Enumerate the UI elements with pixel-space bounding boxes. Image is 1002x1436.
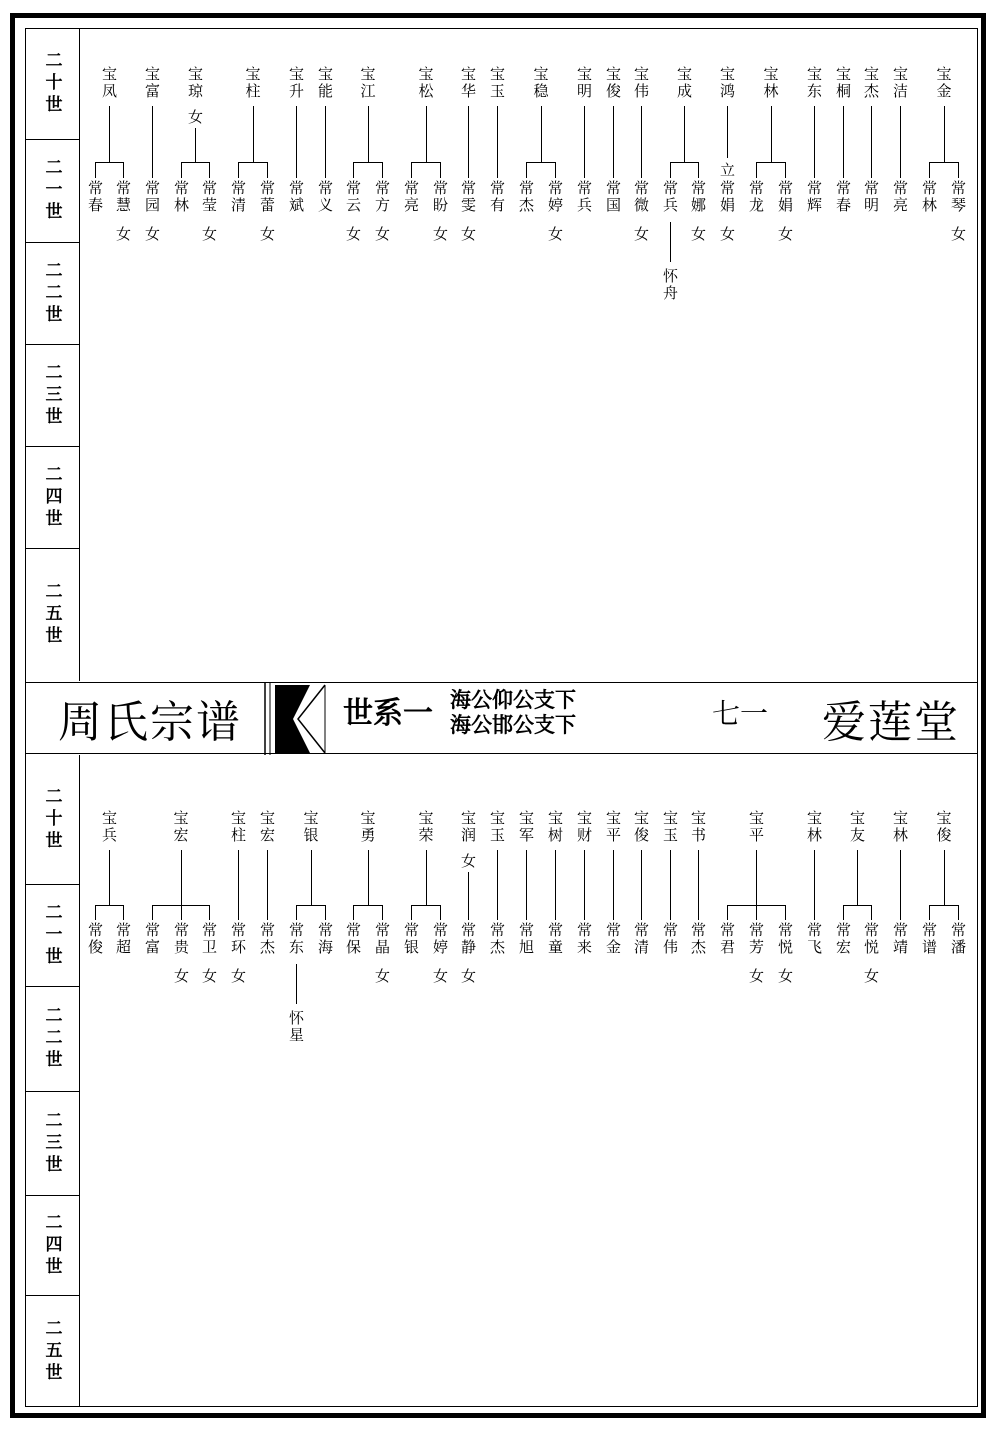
tree-connector	[497, 850, 498, 920]
father-name: 宝柱	[243, 66, 262, 100]
father-name: 宝富	[143, 66, 161, 100]
child-name: 常伟	[661, 922, 679, 956]
child-name: 常明	[862, 180, 880, 214]
child-name: 常娟	[776, 180, 794, 214]
female-mark: 女	[949, 226, 967, 243]
tree-connector	[95, 162, 124, 163]
tree-connector	[195, 128, 196, 162]
tree-connector	[727, 905, 728, 920]
tree-connector	[843, 905, 844, 920]
child-name: 常银	[402, 922, 420, 956]
female-mark: 女	[459, 968, 477, 985]
tree-connector	[468, 106, 469, 178]
tree-connector	[353, 162, 354, 178]
child-name: 常亮	[891, 180, 909, 214]
generation-cell	[25, 29, 79, 140]
child-name: 常杰	[689, 922, 707, 956]
child-name: 常保	[344, 922, 362, 956]
tree-connector	[684, 106, 685, 162]
tree-connector	[843, 106, 844, 178]
tree-connector	[555, 850, 556, 920]
tree-connector	[325, 106, 326, 178]
female-mark: 女	[172, 968, 190, 985]
generation-label: 二四世	[41, 464, 62, 531]
child-name: 常斌	[287, 180, 305, 214]
child-name: 常琴	[949, 180, 967, 214]
child-name: 常悦	[862, 922, 880, 956]
tree-connector	[353, 905, 354, 920]
female-mark: 女	[862, 968, 880, 985]
tree-connector	[411, 162, 412, 178]
child-name: 常芳	[747, 922, 765, 956]
father-name: 宝平	[747, 810, 765, 844]
generation-label: 二三世	[41, 362, 62, 429]
child-name: 常杰	[488, 922, 506, 956]
child-name: 常谱	[920, 922, 938, 956]
generation-label: 二二世	[41, 260, 62, 327]
generation-cell	[25, 1196, 79, 1296]
father-name: 宝琼	[186, 66, 204, 100]
series-label: 世系一	[343, 696, 433, 731]
tree-connector	[95, 162, 96, 178]
child-name: 常兵	[575, 180, 593, 214]
tree-connector	[584, 106, 585, 178]
tree-connector	[296, 106, 297, 178]
tree-connector	[238, 162, 268, 163]
tree-connector	[468, 872, 469, 920]
tree-connector	[411, 905, 412, 920]
child-name: 常云	[344, 180, 362, 214]
father-name: 宝伟	[632, 66, 650, 100]
tree-connector	[267, 850, 268, 920]
father-name: 宝宏	[258, 810, 276, 844]
child-name: 常超	[114, 922, 132, 956]
tree-connector	[929, 162, 959, 163]
tree-connector	[181, 905, 182, 920]
child-name: 常婷	[431, 922, 449, 956]
female-mark: 女	[344, 226, 362, 243]
tree-connector	[238, 162, 239, 178]
father-name: 宝华	[459, 66, 477, 100]
father-name: 宝银	[301, 810, 320, 844]
child-name: 常童	[546, 922, 564, 956]
father-name: 宝宏	[171, 810, 190, 844]
father-name: 宝润	[459, 810, 477, 844]
tree-connector	[296, 964, 297, 1004]
tree-connector	[756, 162, 786, 163]
tree-connector	[109, 106, 110, 162]
generation-cell	[25, 885, 79, 987]
father-name: 宝杰	[862, 66, 880, 100]
generation-label: 二十世	[41, 786, 62, 853]
father-name: 宝玉	[488, 810, 506, 844]
child-name: 常微	[632, 180, 650, 214]
hall-name: 爱莲堂	[822, 697, 960, 748]
female-mark: 女	[431, 226, 449, 243]
tree-connector	[526, 162, 527, 178]
tree-connector	[411, 162, 441, 163]
tree-connector	[900, 850, 901, 920]
tree-connector	[584, 850, 585, 920]
child-name: 常婷	[546, 180, 564, 214]
generation-cell	[25, 549, 79, 681]
child-name: 常贵	[172, 922, 190, 956]
tree-connector	[152, 106, 153, 178]
female-mark: 女	[258, 226, 276, 243]
child-name: 常飞	[805, 922, 823, 956]
tree-connector	[368, 850, 369, 905]
child-name: 常娜	[689, 180, 707, 214]
tree-connector	[440, 905, 441, 920]
female-mark: 女	[373, 968, 391, 985]
father-name: 宝俊	[604, 66, 622, 100]
female-mark: 女	[431, 968, 449, 985]
child-name: 常晶	[373, 922, 391, 956]
child-name: 常俊	[86, 922, 104, 956]
father-name: 宝财	[575, 810, 593, 844]
tree-connector	[497, 106, 498, 178]
female-mark: 女	[114, 226, 132, 243]
tree-connector	[900, 106, 901, 178]
tree-connector	[296, 905, 297, 920]
tree-connector	[181, 162, 210, 163]
branch-label	[450, 688, 576, 738]
female-mark: 女	[143, 226, 161, 243]
female-mark: 女	[718, 226, 736, 243]
tree-connector	[641, 106, 642, 178]
tree-connector	[929, 162, 930, 178]
generation-label: 二一世	[41, 902, 62, 969]
tree-connector	[670, 850, 671, 920]
child-name: 常盼	[431, 180, 449, 214]
tree-connector	[526, 162, 556, 163]
father-name: 宝升	[287, 66, 305, 100]
child-name: 常海	[316, 922, 334, 956]
child-name: 常有	[488, 180, 506, 214]
child-name: 常雯	[459, 180, 477, 214]
tree-connector	[670, 222, 671, 262]
father-name: 宝林	[761, 66, 780, 100]
tree-connector	[944, 850, 945, 905]
female-mark: 女	[459, 226, 477, 243]
tree-connector	[253, 106, 254, 162]
tree-connector	[123, 905, 124, 920]
tree-connector	[368, 106, 369, 162]
child-name: 常林	[920, 180, 938, 214]
generation-label: 二二世	[41, 1006, 62, 1072]
father-name: 宝书	[689, 810, 707, 844]
child-name: 常卫	[200, 922, 218, 956]
generation-cell	[25, 447, 79, 549]
tree-connector	[440, 162, 441, 178]
tree-connector	[267, 162, 268, 178]
generation-column	[25, 29, 80, 681]
generation-cell	[25, 1296, 79, 1407]
tree-connector	[123, 162, 124, 178]
father-name: 宝玉	[661, 810, 679, 844]
tree-connector	[426, 850, 427, 905]
child-name: 常环	[229, 922, 247, 956]
child-name: 常慧	[114, 180, 132, 214]
father-name: 宝金	[934, 66, 953, 100]
child-name: 常东	[287, 922, 305, 956]
tree-connector	[95, 905, 96, 920]
father-name: 宝兵	[100, 810, 118, 844]
father-name: 宝平	[604, 810, 622, 844]
tree-connector	[785, 905, 786, 920]
child-name: 常方	[373, 180, 391, 214]
tree-connector	[814, 106, 815, 178]
female-mark: 女	[689, 226, 707, 243]
father-name: 宝凤	[100, 66, 118, 100]
father-name: 宝勇	[358, 810, 377, 844]
child-name: 常林	[172, 180, 190, 214]
tree-connector	[641, 850, 642, 920]
female-mark: 女	[747, 968, 765, 985]
child-name: 常清	[632, 922, 650, 956]
tree-connector	[238, 850, 239, 920]
grandchild-name: 怀星	[287, 1010, 305, 1044]
tree-connector	[181, 850, 182, 905]
father-name: 宝柱	[229, 810, 247, 844]
generation-cell	[25, 1092, 79, 1196]
child-name: 常清	[229, 180, 247, 214]
tree-connector	[727, 106, 728, 158]
tree-connector	[526, 850, 527, 920]
father-name: 宝江	[358, 66, 377, 100]
father-name: 宝桐	[834, 66, 852, 100]
tree-connector	[871, 905, 872, 920]
generation-cell	[25, 243, 79, 345]
generation-label: 二三世	[41, 1110, 62, 1177]
child-name: 常义	[316, 180, 334, 214]
tree-connector	[353, 162, 383, 163]
tree-connector	[353, 905, 383, 906]
female-mark: 女	[186, 109, 204, 126]
father-name: 宝俊	[632, 810, 650, 844]
female-mark: 女	[373, 226, 391, 243]
female-mark: 女	[546, 226, 564, 243]
generation-column	[25, 755, 80, 1407]
tree-connector	[382, 905, 383, 920]
tree-connector	[929, 905, 930, 920]
generation-label: 二十世	[41, 51, 62, 117]
tree-connector	[426, 106, 427, 162]
tree-connector	[929, 905, 959, 906]
page-number: 七一	[712, 697, 769, 730]
child-name: 常国	[604, 180, 622, 214]
father-name: 宝俊	[934, 810, 953, 844]
tree-connector	[944, 106, 945, 162]
child-name: 常来	[575, 922, 593, 956]
father-name: 宝荣	[416, 810, 435, 844]
child-name: 常静	[459, 922, 477, 956]
child-name: 常春	[86, 180, 104, 214]
generation-cell	[25, 755, 79, 885]
tree-connector	[411, 905, 441, 906]
father-name: 宝洁	[891, 66, 909, 100]
tree-connector	[311, 850, 312, 905]
tree-connector	[771, 106, 772, 162]
child-name: 常杰	[517, 180, 535, 214]
generation-cell	[25, 987, 79, 1092]
child-name: 常君	[718, 922, 736, 956]
father-name: 宝明	[575, 66, 593, 100]
female-mark: 女	[632, 226, 650, 243]
child-name: 常旭	[517, 922, 535, 956]
tree-connector	[613, 850, 614, 920]
branch-line-1: 海公仰公支下	[450, 688, 576, 712]
child-name: 常蕾	[258, 180, 276, 214]
tree-connector	[209, 905, 210, 920]
generation-cell	[25, 345, 79, 447]
father-name: 宝林	[805, 810, 823, 844]
child-name: 常兵	[661, 180, 679, 214]
tree-connector	[181, 162, 182, 178]
generation-label: 二四世	[41, 1212, 62, 1279]
female-mark: 女	[229, 968, 247, 985]
child-name: 常金	[604, 922, 622, 956]
tree-connector	[756, 850, 757, 905]
child-name: 常龙	[747, 180, 765, 214]
father-name: 宝林	[891, 810, 909, 844]
child-name: 常靖	[891, 922, 909, 956]
child-name: 常潘	[949, 922, 967, 956]
father-name: 宝玉	[488, 66, 506, 100]
tree-connector	[555, 162, 556, 178]
father-name: 宝东	[805, 66, 823, 100]
tree-connector	[857, 850, 858, 905]
child-name: 常辉	[805, 180, 823, 214]
father-name: 宝松	[416, 66, 435, 100]
tree-connector	[698, 162, 699, 178]
tree-connector	[698, 850, 699, 920]
tree-connector	[670, 162, 671, 178]
branch-line-2: 海公邯公支下	[450, 713, 576, 737]
child-name: 常春	[834, 180, 852, 214]
child-name: 常莹	[200, 180, 218, 214]
child-name: 常宏	[834, 922, 852, 956]
father-name: 宝友	[848, 810, 866, 844]
generation-label: 二五世	[41, 1318, 62, 1385]
child-name: 常悦	[776, 922, 794, 956]
tree-connector	[541, 106, 542, 162]
tree-connector	[296, 905, 326, 906]
tree-connector	[670, 162, 699, 163]
tree-connector	[756, 162, 757, 178]
tree-connector	[958, 905, 959, 920]
tree-connector	[325, 905, 326, 920]
grandchild-name: 怀舟	[661, 268, 679, 302]
tree-connector	[814, 850, 815, 920]
adopted-mark: 立	[718, 162, 736, 179]
father-name: 宝能	[316, 66, 334, 100]
tree-connector	[958, 162, 959, 178]
father-name: 宝成	[675, 66, 693, 100]
child-name: 常富	[143, 922, 161, 956]
child-name: 常园	[143, 180, 161, 214]
father-name: 宝稳	[531, 66, 550, 100]
father-name: 宝鸿	[718, 66, 736, 100]
child-name: 常娟	[718, 180, 736, 214]
generation-label: 二五世	[41, 582, 62, 648]
tree-connector	[109, 850, 110, 905]
tree-connector	[95, 905, 124, 906]
tree-connector	[382, 162, 383, 178]
female-mark: 女	[200, 226, 218, 243]
female-mark: 女	[200, 968, 218, 985]
female-mark: 女	[776, 226, 794, 243]
generation-label: 二一世	[41, 158, 62, 224]
tree-connector	[785, 162, 786, 178]
father-name: 宝树	[546, 810, 564, 844]
female-mark: 女	[776, 968, 794, 985]
tree-connector	[613, 106, 614, 178]
genealogy-title: 周氏宗谱	[58, 697, 242, 748]
tree-connector	[843, 905, 872, 906]
tree-connector	[209, 162, 210, 178]
tree-connector	[871, 106, 872, 178]
child-name: 常杰	[258, 922, 276, 956]
tree-connector	[152, 905, 153, 920]
female-mark: 女	[459, 853, 477, 870]
generation-cell	[25, 140, 79, 243]
tree-connector	[756, 905, 757, 920]
child-name: 常亮	[402, 180, 420, 214]
father-name: 宝军	[517, 810, 535, 844]
